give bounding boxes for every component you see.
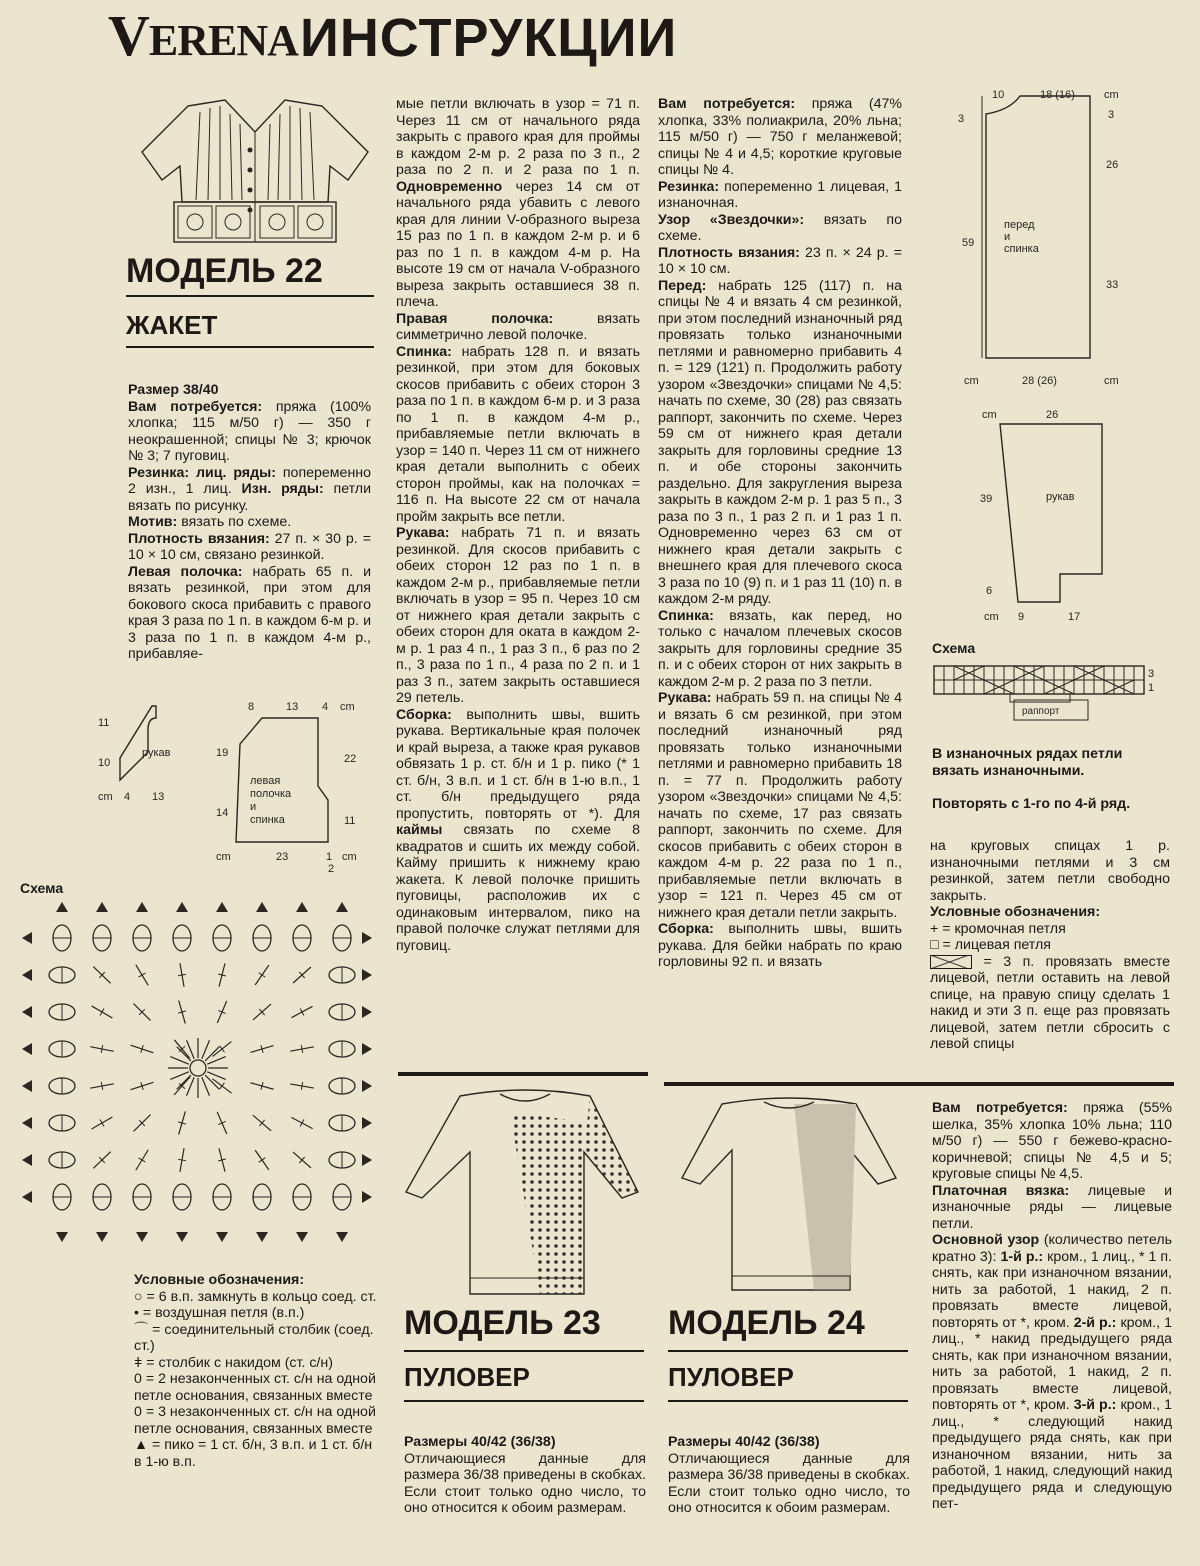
picot-mark xyxy=(336,1232,348,1242)
model-22-text-col2: мые петли включать в узор = 71 п. Через 11 см от начального ряда закрыть с правого края для проймы в каждом 2-м р. 2 раза по 3 п., 2 раза по 2 п. и 2 раза по 1 п. Одновременно через 14 см от начального ряда убавить с левого края для линии V-образного выреза 15 раз по 1 п. в каждом 2-м р. и 6 раз по 1 п. в каждом 4-м р. На высоте 19 см от начала V-образного выреза закрыть оставшиеся 38 п. плеча. Правая полочка: вязать симметрично левой полочке. Спинка: набрать 128 п. и вязать резинкой, при этом для боковых скосов прибавить с обеих сторон 3 раза по 1 п. в каждом 6-м р. и 3 раза по 1 п. в каждом 4-м р., прибавляемые петли включать в узор = 140 п. Через 11 см от нижнего края детали выполнить с обеих сторон проймы, как на полочках = 116 п. На высоте 22 см от начала пройм закрыть все петли. Рукава: набрать 71 п. и вязать резинкой. Для скосов прибавить с обеих сторон 12 раз по 1 п. в каждом 2-м р., прибавляемые петли включать в узор = 95 п. Через 10 см от нижнего края детали закрыть с обеих сторон для оката в каждом 2-м р. 1 раз 4 п., 1 раз 3 п., 6 раз по 2 п., 3 раза по 1 п., 4 раза по 2 п. и 1 раз 3 п., затем закрыть оставшиеся 29 петель. Сборка: выполнить швы, вшить рукава. Вертикальные края полочек и край выреза, а также края рукавов обвязать 1 р. ст. б/н и 1 р. пико (* 1 ст. б/н, 3 в.п. и 1 ст. б/н в 1-ю в.п., 1 ст. б/н предыдущего ряда пропустить, повторять от *). Для каймы связать по схеме 8 квадратов и сшить их между собой. Кайму пришить к нижнему краю жакета. К левой полочке пришить пуговицы, расположив их с одинаковым интервалом, пико на правой полочке служат петлями для пуговиц. xyxy=(396,96,640,954)
stitch-mark xyxy=(259,973,266,978)
section-title: ИНСТРУКЦИИ xyxy=(300,8,678,68)
legend-edge-stitch: + = кромочная петля xyxy=(930,920,1066,937)
svg-text:13: 13 xyxy=(286,701,299,713)
svg-text:cm: cm xyxy=(216,851,231,863)
picot-mark xyxy=(362,969,372,981)
legend-cross-stitch: = 3 п. провязать вместе лицевой, петли оставить на левой спице, на правую спицу сделать 1 накид и эти 3 п. еще раз провязать лицевой, затем петли сбросить с левой спицы xyxy=(930,953,1170,1052)
svg-text:11: 11 xyxy=(98,717,110,729)
picot-mark xyxy=(362,1080,372,1092)
picot-mark xyxy=(176,1232,188,1242)
divider xyxy=(668,1350,908,1352)
svg-text:10: 10 xyxy=(98,757,111,769)
svg-text:cm: cm xyxy=(1104,89,1119,101)
svg-text:cm: cm xyxy=(342,851,357,863)
stitch-mark xyxy=(100,1120,104,1127)
divider xyxy=(664,1082,1174,1086)
svg-text:2: 2 xyxy=(328,863,335,875)
legend-picot: ▲ = пико = 1 ст. б/н, 3 в.п. и 1 ст. б/н в 1-ю в.п. xyxy=(134,1437,373,1470)
knit-cross-mark xyxy=(1104,680,1134,694)
svg-text:3: 3 xyxy=(1148,668,1155,680)
crochet-chart xyxy=(20,896,378,1248)
svg-text:перед: перед xyxy=(1004,219,1035,231)
stitch-mark xyxy=(100,1009,104,1016)
svg-text:10: 10 xyxy=(992,89,1005,101)
knit-chart xyxy=(930,660,1160,724)
model-22-legend: Условные обозначения: ○ = 6 в.п. замкнуть в кольцо соед. ст. • = воздушная петля (в.п.) ⌒ = соединительный столбик (соед. ст.) ǂ = столбик с накидом (ст. с/н) 0 = 2 незаконченных ст. с/н на одной петле основания, связанных вместе 0 = 3 незаконченных ст. с/н на одной петле основания, связанных вместе ▲ = пико = 1 ст. б/н, 3 в.п. и 1 ст. б/н в 1-ю в.п. xyxy=(134,1272,377,1470)
picot-mark xyxy=(22,1154,32,1166)
picot-mark xyxy=(96,1232,108,1242)
model-22-text-col1: Размер 38/40 Вам потребуется: пряжа (100% хлопка; 115 м/50 г) — 350 г неокрашенной; спицы № 3; крючок № 3; 7 пуговиц. Резинка: лиц. ряды: попеременно 2 изн., 1 лиц. Изн. ряды: петли вязать по рисунку. Мотив: вязать по схеме. Плотность вязания: 27 п. × 30 р. = 10 × 10 см, связано резинкой. Левая полочка: набрать 65 п. и вязать резинкой, при этом для бокового скоса прибавить с правого края 3 раза по 1 п. в каждом 6-м р. и 3 раза по 1 п. в каждом 4-м р., прибавляе- xyxy=(128,382,372,662)
svg-text:59: 59 xyxy=(962,237,975,249)
picot-mark xyxy=(362,1006,372,1018)
stitch-mark xyxy=(301,1082,302,1090)
model-24-title: МОДЕЛЬ 24 xyxy=(668,1304,865,1342)
svg-text:23: 23 xyxy=(276,851,289,863)
brand-logo: VERENA xyxy=(108,3,298,68)
stitch-mark xyxy=(178,974,186,975)
stitch-mark xyxy=(301,1045,302,1053)
stitch-mark xyxy=(178,1159,186,1160)
stitch-mark xyxy=(205,1047,219,1061)
stitch-mark xyxy=(170,1057,188,1065)
stitch-mark xyxy=(202,1040,210,1058)
model-23-text-col3: Вам потребуется: пряжа (47% хлопка, 33% полиакрила, 20% льна; 115 м/50 г) — 750 г меланжевой; спицы № 4 и 4,5; короткие круговые спицы № 4. Резинка: попеременно 1 лицевая, 1 изнаночная. Узор «Звездочки»: вязать по схеме. Плотность вязания: 23 п. × 24 р. = 10 × 10 см. Перед: набрать 125 (117) п. на спицы № 4 и вязать 4 см резинкой, при этом последний изнаночный ряд провязать только изнаночными петлями и равномерно прибавить 4 п. = 129 (121) п. Продолжить работу узором «Звездочки» спицами № 4,5: начать по схеме, 30 (28) раз связать раппорт, закончить по схеме. Через 59 см от нижнего края детали закрыть для горловины средние 13 п. и обе стороны закончить раздельно. Для закругления выреза закрыть в каждом 2-м р. 1 раз 5 п., 3 раза по 3 п., 1 раз 2 п. и 1 раз 1 п. Одновременно через 63 см от нижнего края детали закрыть с внешнего края для плечевого скоса 3 раза по 10 (9) п. и 1 раз 11 (10) п. в каждом 2-м ряду. Спинка: вязать, как перед, но только с началом плечевых скосов закрыть для горловины средние 35 п. и с обеих сторон от них закрыть в каждом 2-м р. 2 раза по 3 петли. Рукава: набрать 59 п. на спицы № 4 и вязать 6 см резинкой, при этом последний изнаночный ряд провязать только изнаночными петлями и равномерно прибавить 18 п. = 77 п. Продолжить работу узором «Звездочки» спицами № 4,5: начать по схеме, 17 раз связать раппорт, закончить по схеме. Для скосов прибавить с обеих сторон в каждом 4-м р. 22 раза по 1 п., прибавляемые петли включать в узор = 121 п. Через 45 см от нижнего края детали петли закрыть. Сборка: выполнить швы, вшить рукава. Для бейки набрать по краю горловины 92 п. и вязать xyxy=(658,96,902,970)
legend-slip-stitch: ⌒ = соединительный столбик (соед. ст.) xyxy=(134,1321,374,1354)
divider xyxy=(126,346,374,348)
picot-mark xyxy=(362,932,372,944)
svg-text:14: 14 xyxy=(216,807,229,819)
picot-mark xyxy=(336,902,348,912)
sweater-24-illustration xyxy=(664,1090,914,1300)
model-23-sleeve-diagram xyxy=(960,402,1130,632)
model-23-text-col4: на круговых спицах 1 р. изнаночными петлями и 3 см резинкой, затем петли свободно закрыть. Условные обозначения: + = кромочная петля □ = лицевая петля = 3 п. провязать вместе лицевой, петли оставить на левой спице, на правую спицу сделать 1 накид и эти 3 п. еще раз провязать лицевой, затем петли сбросить с левой спицы xyxy=(930,838,1170,1052)
sweater-23-illustration xyxy=(400,1082,650,1302)
picot-mark xyxy=(22,1191,32,1203)
stitch-mark xyxy=(207,1057,225,1065)
picot-mark xyxy=(22,1043,32,1055)
model-23-subtitle: ПУЛОВЕР xyxy=(404,1362,530,1392)
stitch-mark xyxy=(220,1046,225,1052)
svg-text:cm: cm xyxy=(340,701,355,713)
picot-mark xyxy=(22,932,32,944)
model-24-text: Вам потребуется: пряжа (55% шелка, 35% хлопка 10% льна; 110 м/50 г) — 550 г бежево-красно-коричневой; спицы № 4,5 и 5; круговые спицы № 4,5. Платочная вязка: лицевые и изнаночные ряды — лицевые петли. Основной узор (количество петель кратно 3): 1-й р.: кром., 1 лиц., * 1 п. снять, как при изнаночном вязании, нить за работой, 1 накид, 2 п. провязать вместе лицевой, повторять от *, кром. 2-й р.: кром., 1 лиц., * накид предыдущего ряда снять, как при изнаночном вязании, нить за работой, 1 накид, 2 п. провязать вместе лицевой, повторять от *, кром. 3-й р.: кром., 1 лиц., * следующий накид предыдущего ряда снять, как при изнаночном вязании, нить за работой, 1 накид, следующий накид предыдущего ряда и следующую пет- xyxy=(932,1100,1172,1512)
diagram-sleeve-word: рукав xyxy=(142,747,171,759)
picot-mark xyxy=(256,902,268,912)
svg-text:1: 1 xyxy=(1148,682,1155,694)
model-23-title: МОДЕЛЬ 23 xyxy=(404,1304,601,1342)
picot-mark xyxy=(56,1232,68,1242)
svg-text:9: 9 xyxy=(1018,611,1025,623)
model-22-title: МОДЕЛЬ 22 xyxy=(126,252,323,290)
svg-text:13: 13 xyxy=(152,791,165,803)
picot-mark xyxy=(22,969,32,981)
legend-double: ǂ = столбик с накидом (ст. с/н) xyxy=(134,1354,333,1371)
model-24-subtitle: ПУЛОВЕР xyxy=(668,1362,794,1392)
svg-text:17: 17 xyxy=(1068,611,1081,623)
picot-mark xyxy=(136,902,148,912)
stitch-mark xyxy=(300,1119,304,1126)
model-22-subtitle: ЖАКЕТ xyxy=(126,310,218,340)
legend-cluster-2: 0 = 2 незаконченных ст. с/н на одной петле основания, связанных вместе xyxy=(134,1371,376,1404)
stitch-mark xyxy=(207,1072,225,1080)
knit-note-2: Повторять с 1-го по 4-й ряд. xyxy=(932,796,1131,812)
picot-mark xyxy=(22,1080,32,1092)
svg-text:левая: левая xyxy=(250,775,281,787)
svg-text:22: 22 xyxy=(344,753,357,765)
picot-mark xyxy=(136,1232,148,1242)
model-24-sizes: Размеры 40/42 (36/38) Отличающиеся данные для размера 36/38 приведены в скобках. Если стоит только одно число, то оно относится к обоим размерам. xyxy=(668,1434,910,1516)
divider xyxy=(668,1400,908,1402)
legend-chain: • = воздушная петля (в.п.) xyxy=(134,1305,305,1321)
svg-text:28 (26): 28 (26) xyxy=(1022,375,1057,387)
size-label: Размер 38/40 xyxy=(128,382,219,398)
knit-cross-mark xyxy=(1074,666,1104,680)
ring-mark xyxy=(190,1060,206,1076)
knit-cross-mark xyxy=(1014,666,1044,680)
svg-text:cm: cm xyxy=(1104,375,1119,387)
picot-mark xyxy=(256,1232,268,1242)
svg-text:6: 6 xyxy=(986,585,993,597)
picot-mark xyxy=(176,902,188,912)
svg-text:18 (16): 18 (16) xyxy=(1040,89,1075,101)
divider xyxy=(126,295,374,297)
divider xyxy=(404,1400,644,1402)
stitch-mark xyxy=(300,1008,304,1015)
legend-ring: ○ = 6 в.п. замкнуть в кольцо соед. ст. xyxy=(134,1288,377,1305)
picot-mark xyxy=(96,902,108,912)
jacket-illustration xyxy=(130,92,380,247)
svg-text:и: и xyxy=(250,801,257,813)
model-23-front-diagram xyxy=(930,82,1130,398)
svg-text:cm: cm xyxy=(98,791,113,803)
stitch-mark xyxy=(139,973,146,977)
svg-text:спинка: спинка xyxy=(250,814,285,826)
knit-schema-label: Схема xyxy=(932,640,976,656)
stitch-mark xyxy=(170,1072,188,1080)
svg-text:спинка: спинка xyxy=(1004,243,1039,255)
svg-text:и: и xyxy=(1004,231,1011,243)
picot-mark xyxy=(56,902,68,912)
svg-text:4: 4 xyxy=(124,791,131,803)
svg-text:1: 1 xyxy=(326,851,333,863)
crochet-schema-label: Схема xyxy=(20,880,64,896)
legend-knit-stitch: □ = лицевая петля xyxy=(930,937,1051,953)
svg-text:3: 3 xyxy=(958,113,965,125)
svg-text:39: 39 xyxy=(980,493,993,505)
knit-cross-mark xyxy=(954,666,984,680)
picot-mark xyxy=(362,1117,372,1129)
picot-mark xyxy=(362,1191,372,1203)
knit-cross-mark xyxy=(1044,680,1074,694)
stitch-mark xyxy=(220,1083,225,1089)
stitch-mark xyxy=(259,1158,266,1163)
model-22-pattern-diagram xyxy=(90,696,380,876)
picot-mark xyxy=(296,1232,308,1242)
svg-text:раппорт: раппорт xyxy=(1022,706,1060,717)
svg-text:19: 19 xyxy=(216,747,229,759)
svg-text:11: 11 xyxy=(344,815,356,827)
svg-text:рукав: рукав xyxy=(1046,491,1075,503)
picot-mark xyxy=(216,1232,228,1242)
svg-text:33: 33 xyxy=(1106,279,1119,291)
picot-mark xyxy=(296,902,308,912)
svg-text:cm: cm xyxy=(984,611,999,623)
picot-mark xyxy=(22,1006,32,1018)
svg-text:26: 26 xyxy=(1046,409,1059,421)
svg-text:cm: cm xyxy=(982,409,997,421)
divider xyxy=(398,1072,648,1076)
legend-cluster-3: 0 = 3 незаконченных ст. с/н на одной петле основания, связанных вместе xyxy=(134,1404,376,1437)
picot-mark xyxy=(362,1154,372,1166)
svg-text:cm: cm xyxy=(964,375,979,387)
svg-text:полочка: полочка xyxy=(250,788,292,800)
knit-cross-mark xyxy=(984,680,1014,694)
svg-text:8: 8 xyxy=(248,701,255,713)
stitch-mark xyxy=(202,1077,210,1095)
knit-note-1: В изнаночных рядах петли вязать изнаночными. xyxy=(932,746,1123,779)
picot-mark xyxy=(22,1117,32,1129)
divider xyxy=(404,1350,644,1352)
stitch-mark xyxy=(139,1158,146,1162)
stitch-mark xyxy=(177,1047,191,1061)
svg-text:26: 26 xyxy=(1106,159,1119,171)
svg-text:3: 3 xyxy=(1108,109,1115,121)
picot-mark xyxy=(362,1043,372,1055)
picot-mark xyxy=(216,902,228,912)
model-23-sizes: Размеры 40/42 (36/38) Отличающиеся данные для размера 36/38 приведены в скобках. Если стоит только одно число, то оно относится к обоим размерам. xyxy=(404,1434,646,1516)
svg-text:4: 4 xyxy=(322,701,329,713)
